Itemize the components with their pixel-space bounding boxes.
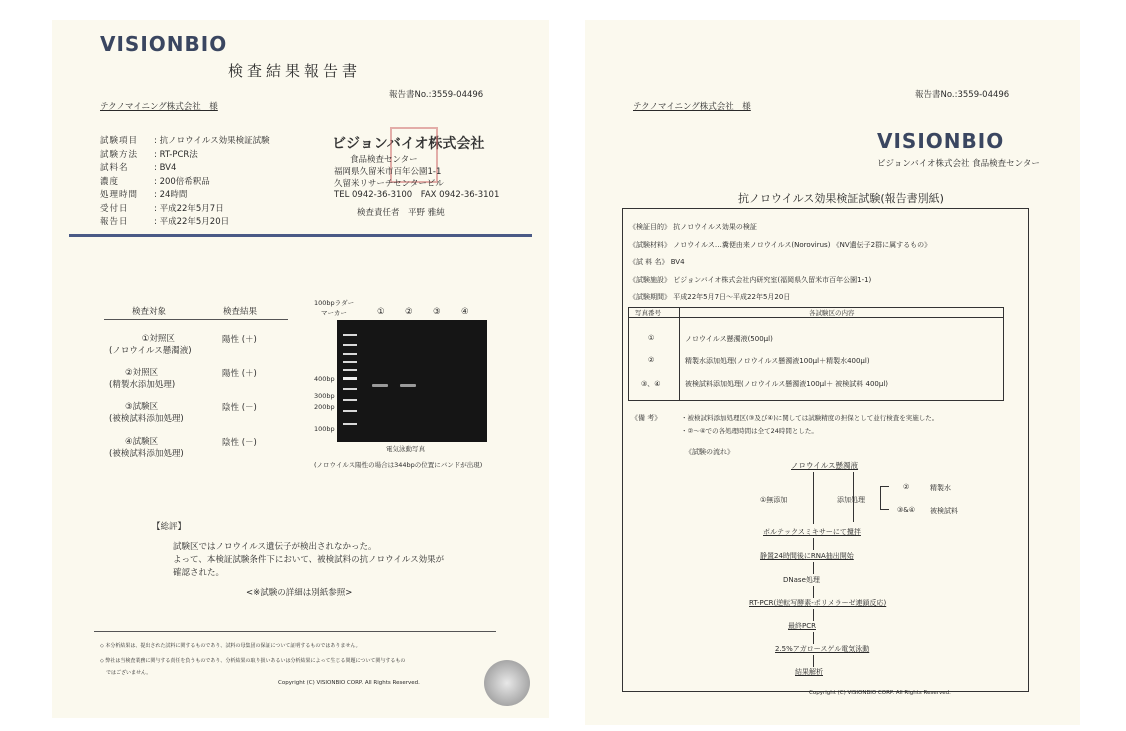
flow-step-7: 結果解析 (795, 668, 823, 676)
header-divider (69, 234, 532, 237)
result-value-2: 陽性 (＋) (222, 369, 257, 379)
flow-start: ノロウイルス懸濁液 (791, 461, 859, 470)
flow-bracket (880, 486, 889, 510)
detail-row: 報告日 : 平成22年5月20日 (100, 217, 230, 227)
flow-arrow (813, 655, 814, 667)
gel-band-lane-2 (400, 384, 416, 387)
company-address-1: 福岡県久留米市百年公園1-1 (334, 167, 442, 177)
footnote-1: ◇ 本分析結果は、提出された試料に関するものであり、試料の母集団の保証について証明するものではありません。 (100, 643, 361, 649)
flow-arrow (813, 632, 814, 644)
appendix-title: 抗ノロウイルス効果検証試験(報告書別紙) (738, 192, 944, 205)
ladder-band (343, 353, 357, 355)
copyright: Copyright (C) VISIONBIO CORP. All Rights Reserved. (278, 680, 420, 686)
table-header-no: 写真番号 (635, 309, 661, 317)
gel-electrophoresis-image (337, 320, 487, 442)
gel-caption: 電気泳動写真 (386, 445, 425, 453)
result-value-3: 陰性 (－) (222, 403, 257, 413)
gel-lane-4-label: ④ (461, 307, 469, 317)
results-header-result: 検査結果 (223, 307, 258, 317)
flow-step-3: DNase処理 (783, 576, 820, 584)
bp-label-200: 200bp (314, 403, 335, 411)
results-header-target: 検査対象 (132, 307, 167, 317)
ladder-band (343, 334, 357, 336)
ladder-band (343, 388, 357, 390)
table-header-content: 各試験区の内容 (809, 309, 855, 317)
result-row-2: ②対照区 (精製水添加処理) (109, 368, 176, 390)
detail-row: 濃度 : 200倍希釈品 (100, 176, 210, 187)
company-name: ビジョンバイオ株式会社 (332, 136, 485, 152)
table-column-divider (679, 308, 680, 400)
info-row: 《試験施設》 ビジョンバイオ株式会社内研究室(福岡県久留米市百年公園1-1) (629, 275, 872, 284)
inspector: 検査責任者 平野 雅純 (357, 208, 445, 218)
detail-row: 試験項目 : 抗ノロウイルス効果検証試験 (100, 136, 270, 146)
info-row: 《試 料 名》 BV4 (629, 258, 685, 266)
flow-arrow (813, 562, 814, 574)
table-row-content: 被検試料添加処理(ノロウイルス懸濁液100μl＋ 被検試料 400μl) (685, 380, 889, 388)
report-page-appendix (585, 20, 1080, 725)
result-row-1: ①対照区 (ノロウイルス懸濁液) (109, 334, 192, 356)
flow-option-1: 精製水 (930, 484, 951, 492)
table-header-line (629, 317, 1003, 318)
report-number: 報告書No.:3559-04496 (915, 90, 1010, 100)
gel-lane-1-label: ① (377, 307, 385, 317)
table-row-no: ② (648, 356, 655, 364)
flow-arrow (813, 586, 814, 598)
flow-step-2: 静置24時間後にRNA抽出開始 (760, 552, 854, 560)
test-details (100, 135, 270, 230)
bp-label-100: 100bp (314, 425, 335, 433)
copyright: Copyright (C) VISIONBIO CORP. All Rights Reserved. (809, 690, 951, 696)
flow-option-1-no: ② (903, 483, 910, 491)
ladder-band (343, 399, 357, 401)
result-row-4: ④試験区 (被検試料添加処理) (109, 437, 184, 459)
info-row: 《試験期間》 平成22年5月7日～平成22年5月20日 (629, 293, 791, 301)
detail-row: 処理時間 : 24時間 (100, 190, 188, 200)
summary-line-2: よって、本検証試験条件下において、被検試料の抗ノロウイルス効果が (173, 555, 445, 565)
footnote-2: ◇ 弊社は当検査業務に関与する責任を負うものであり、分析結果の取り扱いあるいは分析結果によって生じる問題について関与するもの (100, 658, 406, 664)
ladder-band (343, 377, 357, 380)
gel-note: (ノロウイルス陽性の場合は344bpの位置にバンドが出現) (314, 461, 483, 469)
flow-option-2-no: ③&④ (897, 506, 916, 514)
remarks-line-2: ・②～④での各処理時間は全て24時間とした。 (681, 427, 818, 435)
brand-logo: VISIONBIO (877, 129, 1005, 153)
flow-step-1: ボルテックスミキサーにて攪拌 (763, 528, 861, 536)
flow-step-6: 2.5%アガロースゲル電気泳動 (775, 645, 870, 653)
info-row: 《試験材料》 ノロウイルス…糞便由来ノロウイルス(Norovirus) 《NV遺伝子2群に属するもの》 (629, 240, 932, 249)
detail-row: 試験方法 : RT-PCR法 (100, 149, 198, 160)
company-address-2: 久留米リサーチセンタービル (334, 179, 444, 189)
gel-marker-label-1: 100bpラダー (314, 299, 355, 307)
result-row-3: ③試験区 (被検試料添加処理) (109, 402, 184, 424)
client-name: テクノマイニング株式会社 様 (633, 102, 751, 112)
ladder-band (343, 369, 357, 371)
results-header-line (104, 319, 288, 320)
footer-divider (94, 631, 496, 632)
bp-label-400: 400bp (314, 375, 335, 383)
table-row-no: ① (648, 334, 655, 342)
ladder-band (343, 423, 357, 425)
table-row-no: ③、④ (641, 380, 661, 388)
gel-marker-label-2: マーカー (321, 309, 347, 317)
gel-band-lane-1 (372, 384, 388, 387)
ladder-band (343, 344, 357, 346)
flow-no-add: ①無添加 (760, 496, 788, 504)
footnote-3: ではございません。 (106, 670, 152, 676)
detail-row: 受付日 : 平成22年5月7日 (100, 203, 224, 214)
result-value-4: 陰性 (－) (222, 438, 257, 448)
ladder-band (343, 410, 357, 412)
company-phone: TEL 0942-36-3100 FAX 0942-36-3101 (334, 190, 500, 200)
summary-heading: 【総評】 (152, 522, 187, 532)
bp-label-300: 300bp (314, 392, 335, 400)
page-title: 検査結果報告書 (228, 62, 362, 80)
report-page-main (52, 20, 549, 718)
remarks-line-1: ・被検試料添加処理区(③及び④)に関しては試験精度の担保として並行検査を実施した。 (681, 414, 939, 422)
summary-note: <※試験の詳細は別紙参照> (246, 588, 353, 598)
flow-add: 添加処理 (837, 496, 865, 504)
hologram-seal-icon (484, 660, 530, 706)
summary-line-3: 確認された。 (173, 568, 225, 578)
table-row-content: ノロウイルス懸濁液(500μl) (685, 335, 773, 343)
test-info (629, 219, 931, 307)
company-line: ビジョンバイオ株式会社 食品検査センター (877, 159, 1040, 169)
table-row-content: 精製水添加処理(ノロウイルス懸濁液100μl＋精製水400μl) (685, 357, 870, 365)
flow-arrow (813, 609, 814, 621)
ladder-band (343, 361, 357, 363)
result-value-1: 陽性 (＋) (222, 335, 257, 345)
flow-arrow (813, 472, 814, 524)
sample-table (628, 307, 1004, 401)
brand-logo: VISIONBIO (100, 32, 228, 56)
company-center: 食品検査センター (350, 155, 418, 165)
gel-lane-3-label: ③ (433, 307, 441, 317)
info-row: 《検証目的》 抗ノロウイルス効果の検証 (629, 223, 757, 231)
summary-line-1: 試験区ではノロウイルス遺伝子が検出されなかった。 (173, 542, 377, 552)
gel-lane-2-label: ② (405, 307, 413, 317)
flow-arrow (813, 538, 814, 550)
flow-heading: 《試験の流れ》 (685, 448, 734, 456)
remarks-label: 《備 考》 (631, 414, 662, 422)
client-name: テクノマイニング株式会社 様 (100, 102, 218, 112)
flow-option-2: 被検試料 (930, 507, 958, 515)
report-number: 報告書No.:3559-04496 (389, 90, 484, 100)
flow-step-5: 最終PCR (788, 622, 816, 630)
flow-step-4: RT-PCR(逆転写酵素-ポリメラーゼ連鎖反応) (749, 599, 887, 607)
detail-row: 試料名 : BV4 (100, 163, 177, 173)
